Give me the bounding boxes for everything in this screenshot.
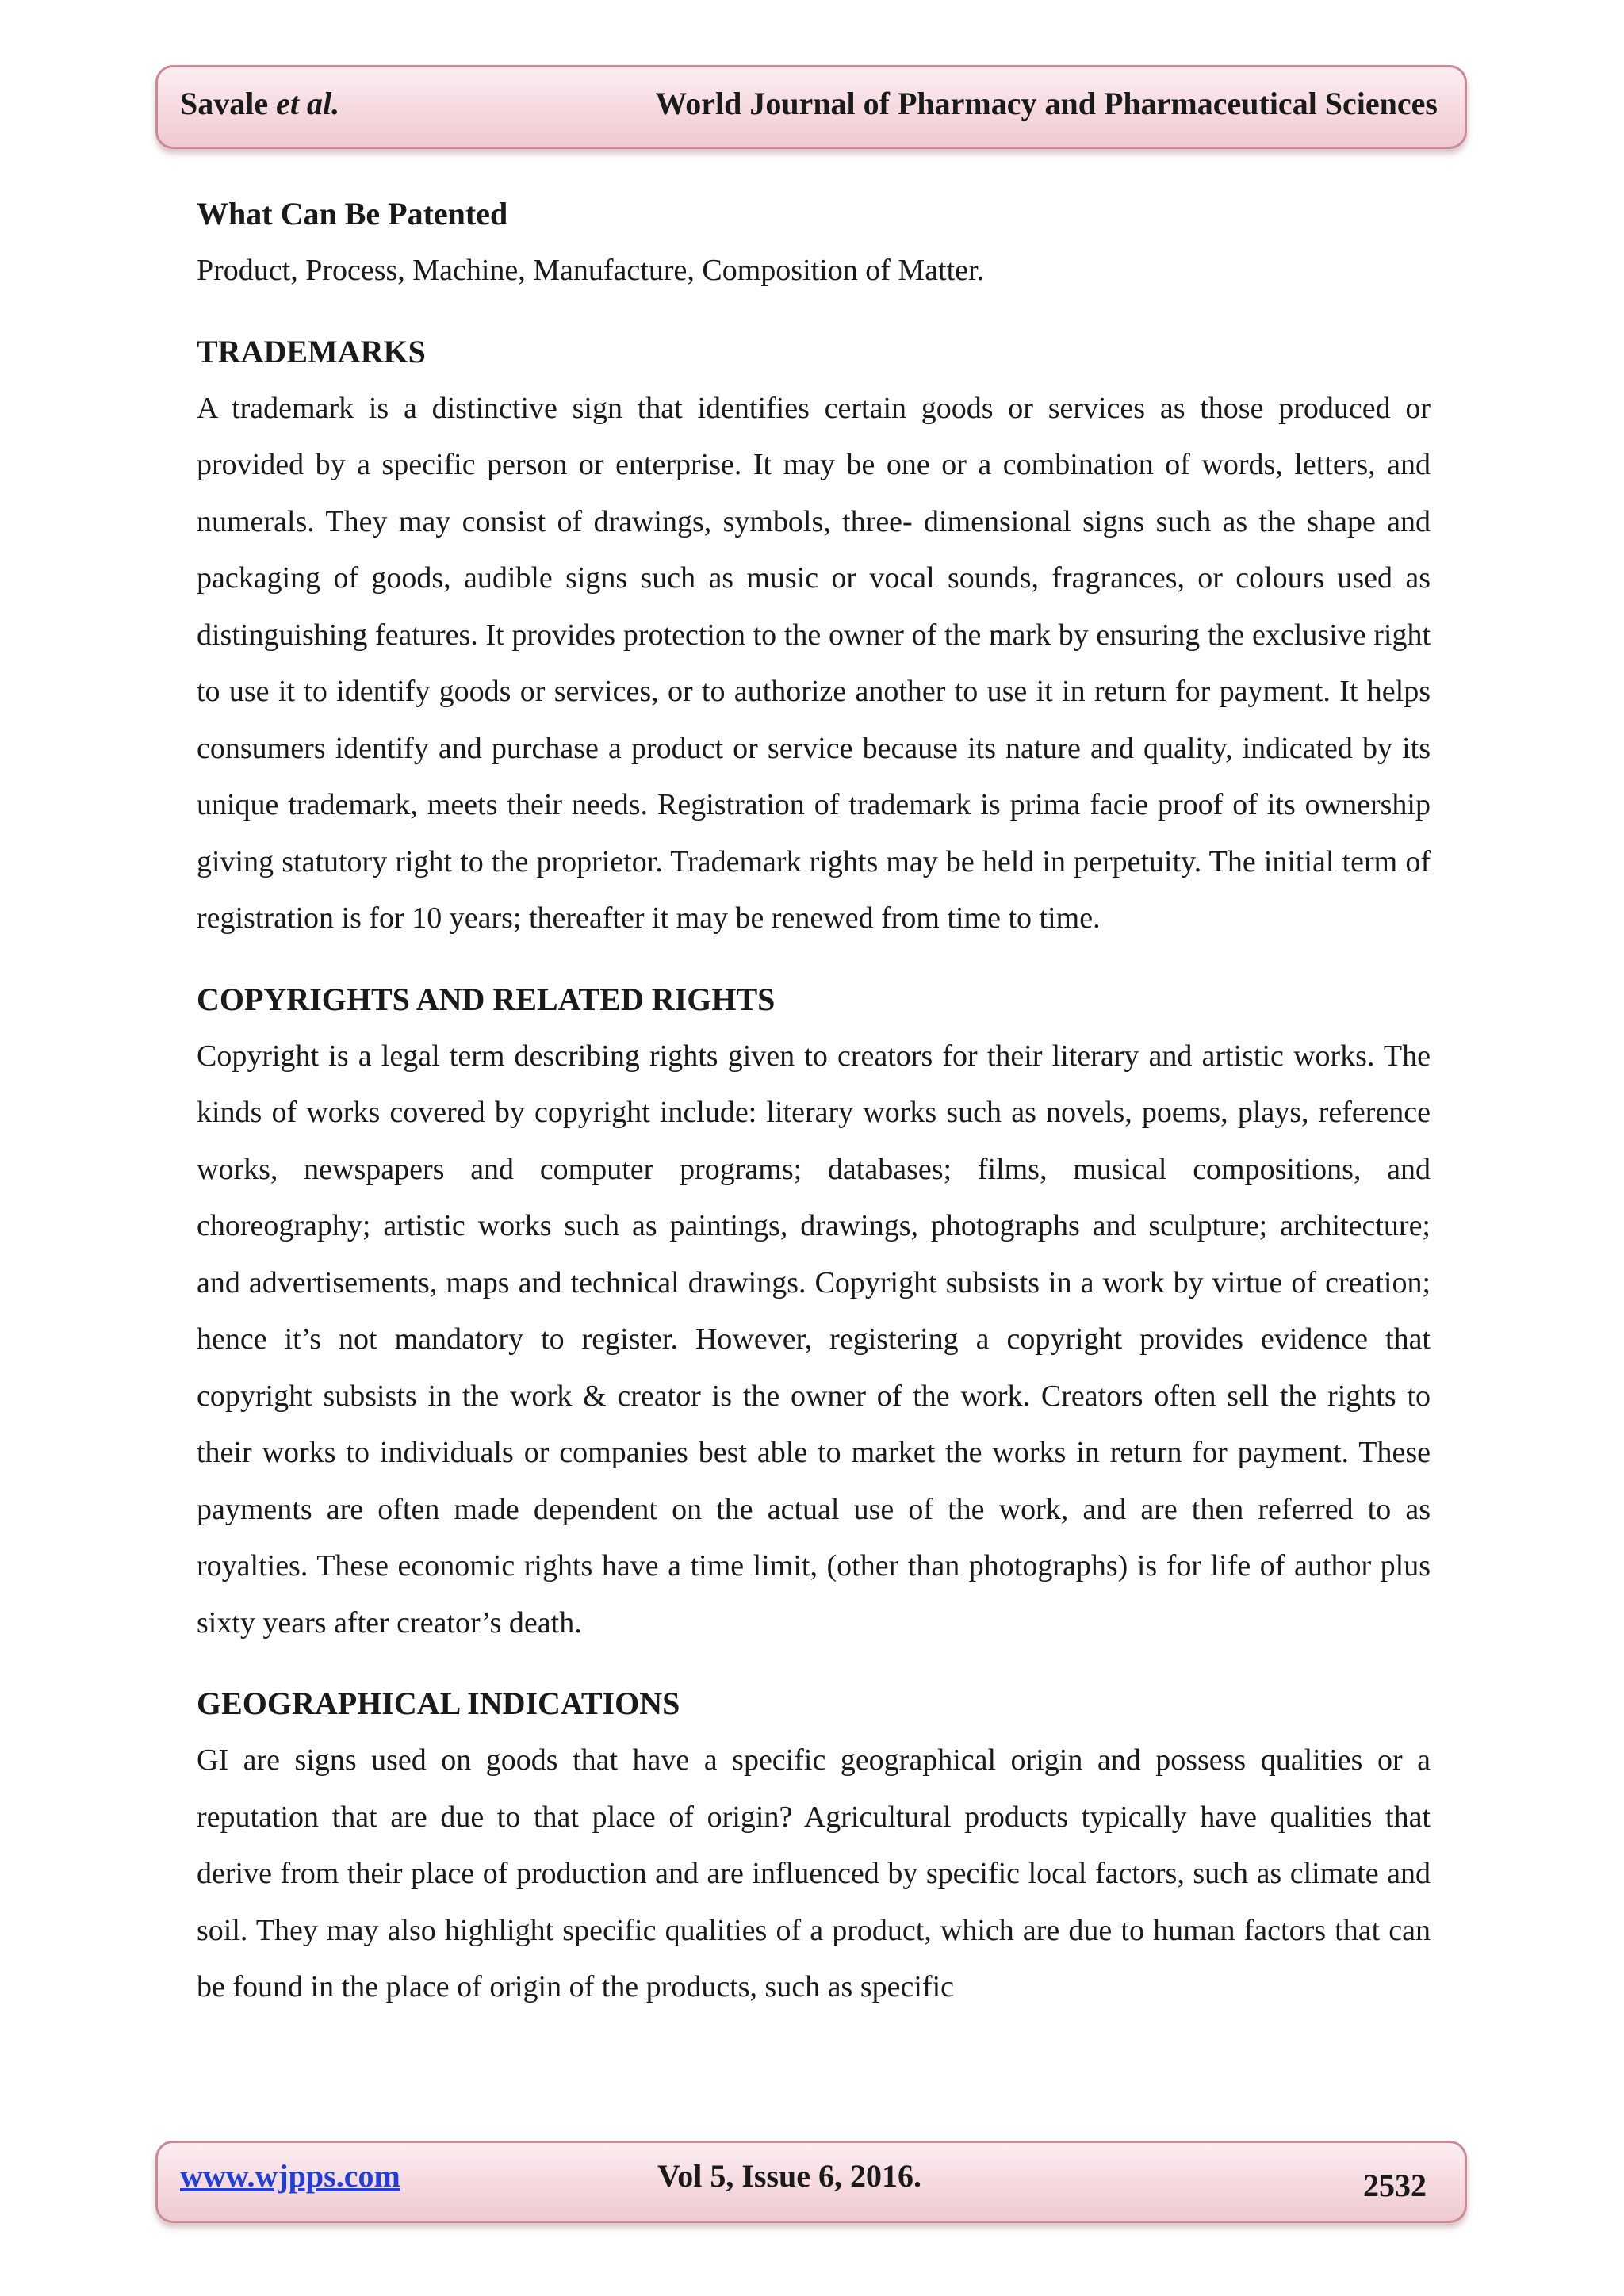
page-number: 2532 — [1363, 2168, 1427, 2203]
journal-title: World Journal of Pharmacy and Pharmaceutical Sciences — [655, 86, 1438, 121]
page-header — [155, 65, 1467, 149]
author-name: Savale — [180, 86, 269, 121]
section-paragraph: Product, Process, Machine, Manufacture, Composition of Matter. — [197, 254, 985, 287]
page-footer — [155, 2141, 1467, 2223]
volume-issue: Vol 5, Issue 6, 2016. — [657, 2158, 922, 2194]
website-link[interactable]: www.wjpps.com — [180, 2158, 400, 2194]
section-trademarks — [197, 328, 1431, 947]
section-heading: TRADEMARKS — [197, 333, 426, 369]
section-heading: What Can Be Patented — [197, 196, 508, 232]
section-what-can-be-patented — [197, 190, 1431, 300]
section-paragraph: Copyright is a legal term describing rights given to creators for their literary and artistic works. The kinds of works covered by copyright include: literary works such as novels, poems, plays, reference works, newspapers and computer programs; databases; films, musical compositions, and choreography; artistic works such as paintings, drawings, photographs and sculpture; architecture; and advertisements, maps and technical drawings. Copyright subsists in a work by virtue of creation; hence it’s not mandatory to register. However, registering a copyright provides evidence that copyright subsists in the work & creator is the owner of the work. Creators often sell the rights to their works to individuals or companies best able to market the works in return for payment. These payments are often made dependent on the actual use of the work, and are then referred to as royalties. These economic rights have a time limit, (other than photographs) is for life of author plus sixty years after creator’s death. — [197, 1039, 1431, 1640]
author-suffix: et al. — [276, 86, 340, 121]
section-paragraph: GI are signs used on goods that have a specific geographical origin and possess qualities or a reputation that are due to that place of origin? Agricultural products typically have qualities that derive from their place of production and are influenced by specific local factors, such as climate and soil. They may also highlight specific qualities of a product, which are due to human factors that can be found in the place of origin of the products, such as specific — [197, 1743, 1431, 2003]
article-body — [197, 190, 1431, 2045]
section-paragraph: A trademark is a distinctive sign that identifies certain goods or services as those produced or provided by a specific person or enterprise. It may be one or a combination of words, letters, and numerals. They may consist of drawings, symbols, three- dimensional signs such as the shape and packaging of goods, audible signs such as music or vocal sounds, fragrances, or colours used as distinguishing features. It provides protection to the owner of the mark by ensuring the exclusive right to use it to identify goods or services, or to authorize another to use it in return for payment. It helps consumers identify and purchase a product or service because its nature and quality, indicated by its unique trademark, meets their needs. Registration of trademark is prima facie proof of its ownership giving statutory right to the proprietor. Trademark rights may be held in perpetuity. The initial term of registration is for 10 years; thereafter it may be renewed from time to time. — [197, 391, 1431, 935]
section-heading: COPYRIGHTS AND RELATED RIGHTS — [197, 981, 776, 1017]
section-geographical-indications — [197, 1680, 1431, 2016]
section-copyrights — [197, 976, 1431, 1652]
header-author — [180, 85, 339, 122]
section-heading: GEOGRAPHICAL INDICATIONS — [197, 1686, 680, 1721]
